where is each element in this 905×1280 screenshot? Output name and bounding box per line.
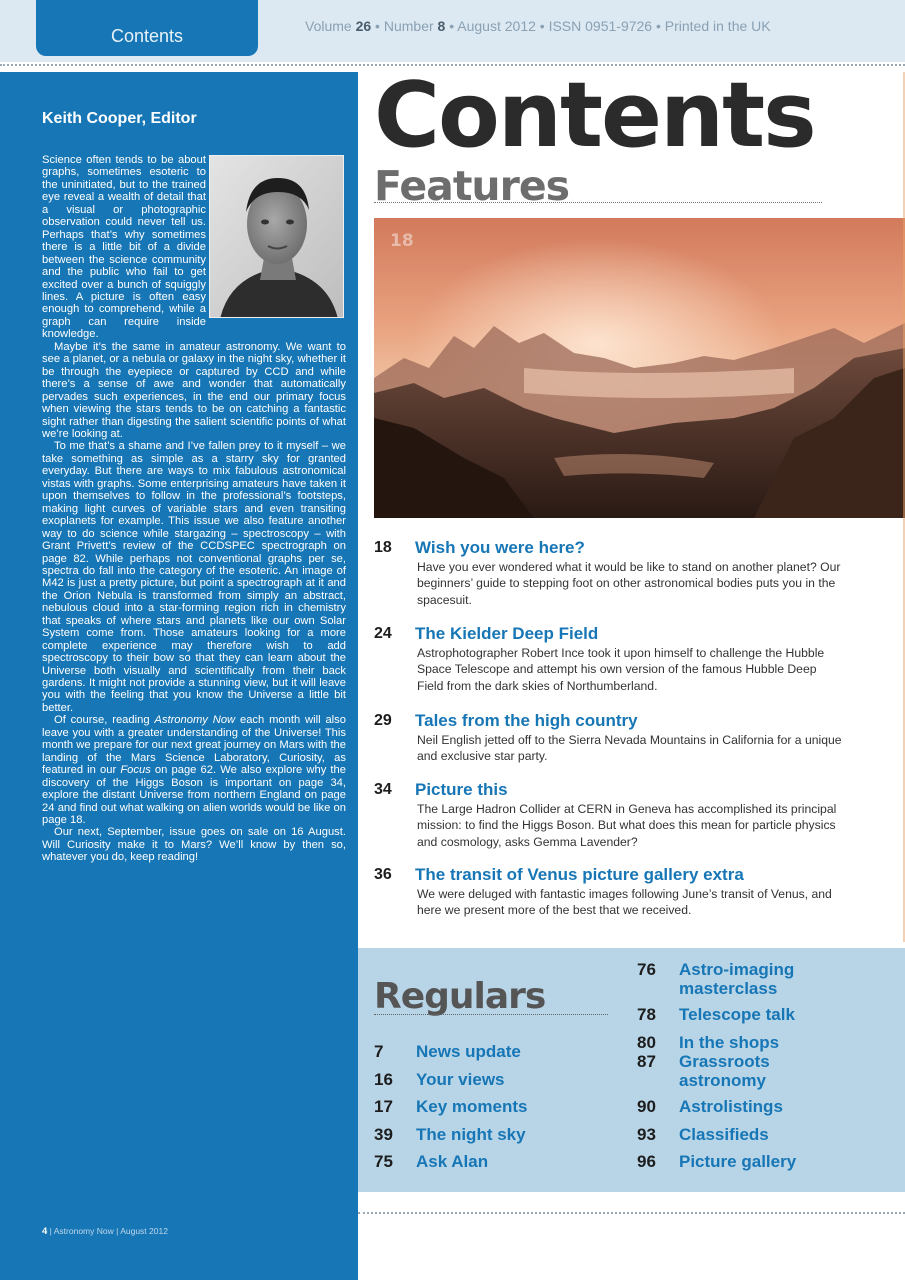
editorial-paragraph-4: Of course, reading Astronomy Now each month will also leave you with a greater understanding of the Universe! This month we prepare for our next great journey on Mars with the landing of the Mars Science Laboratory, Curiosity, as featured in our Focus on page 62. We also explore why the discovery of the Higgs Boson is important on page 34, explore the distant Universe from northern England on page 24 and find out what walking on alien worlds would be like on page 18.: [42, 714, 346, 827]
section-tab[interactable]: Contents: [36, 0, 258, 56]
editor-name: Keith Cooper, Editor: [42, 110, 197, 127]
editorial-text: [42, 154, 346, 864]
page-title: Contents: [374, 63, 815, 168]
feature-title[interactable]: Picture this: [415, 780, 508, 799]
feature-title[interactable]: Tales from the high country: [415, 711, 638, 730]
regular-item[interactable]: 7 News update: [374, 1042, 521, 1061]
feature-title[interactable]: The transit of Venus picture gallery extra: [415, 865, 744, 884]
feature-page: 29: [374, 712, 392, 729]
issue-number: 8: [437, 18, 446, 34]
regulars-heading: Regulars: [374, 976, 546, 1017]
feature-page: 34: [374, 781, 392, 798]
feature-desc: The Large Hadron Collider at CERN in Geneva has accomplished its principal mission: to find the Higgs Boson. But what does this mean for particle physics and cosmology, asks Gemma Lavender?: [417, 802, 837, 849]
feature-desc: Have you ever wondered what it would be like to stand on another planet? Our beginners’ guide to stepping foot on other astronomical bodies puts you in the spacesuit.: [417, 560, 841, 607]
hero-page-number: 18: [390, 231, 414, 251]
regular-item[interactable]: 39 The night sky: [374, 1125, 526, 1144]
features-heading: Features: [374, 162, 570, 210]
issue-info: Volume 26 • Number 8 • August 2012 • ISSN 0951-9726 • Printed in the UK: [305, 18, 771, 34]
feature-desc: Astrophotographer Robert Ince took it upon himself to challenge the Hubble Space Telescope and attempt his own version of the famous Hubble Deep Field from the dark skies of Northumberland.: [417, 646, 825, 693]
hero-image[interactable]: [374, 218, 905, 518]
feature-page: 24: [374, 625, 392, 642]
folio-number: 4: [42, 1226, 48, 1237]
page-footer: 4 | Astronomy Now | August 2012: [42, 1226, 168, 1237]
features-rule: [374, 202, 822, 203]
volume-number: 26: [355, 18, 372, 34]
regular-item[interactable]: 16 Your views: [374, 1070, 505, 1089]
feature-desc: Neil English jetted off to the Sierra Nevada Mountains in California for a unique and exclusive star party.: [417, 733, 842, 764]
editorial-paragraph-1: Science often tends to be about graphs, sometimes esoteric to the uninitiated, but to the trained eye reveal a wealth of detail that a visual or photographic observation could never tell us. Perhaps that’s why sometimes there is a little bit of a divide between the science community and the public who fail to get excited over a bunch of squiggly lines. A picture is often easy enough to comprehend, while a graph can require inside knowledge.: [42, 154, 206, 341]
regular-item[interactable]: 17 Key moments: [374, 1097, 528, 1116]
feature-page: 18: [374, 539, 392, 556]
feature-page: 36: [374, 866, 392, 883]
editorial-paragraph-3: To me that’s a shame and I’ve fallen prey to it myself – we take something as simple as a starry sky for granted everyday. But there are ways to mix fabulous astronomical vistas with graphs. Some enterprising amateurs have taken it upon themselves to follow in the professional’s footsteps, making light curves of variable stars and even transiting exoplanets for example. This issue we also feature another way to do science while stargazing – spectroscopy – with Grant Privett’s review of the CCDSPEC spectrograph on page 82. While perhaps not conventional graphs per se, spectra do fall into the category of the esoteric. An image of M42 is just a pretty picture, but point a spectrograph at it and the Orion Nebula is transformed from simply an abstract, nebulous cloud into a star-forming region rich in chemistry that speaks of where stars and planets like our own Solar System come from. Those amateurs looking for a more complete experience may therefore wish to add spectroscopy to their bow so that they can learn about the Universe both visually and scientifically from their back gardens. It might not provide a stunning view, but it will leave you with the feeling that you know the Universe a little bit better.: [42, 440, 346, 714]
regulars-rule: [374, 1014, 608, 1015]
bottom-divider: [358, 1212, 905, 1214]
feature-title[interactable]: Wish you were here?: [415, 538, 585, 557]
editorial-paragraph-2: Maybe it’s the same in amateur astronomy. We want to see a planet, or a nebula or galaxy in the night sky, whether it be through the eyepiece or captured by CCD and while there’s a sense of awe and wonder that automatically pervades such experiences, in the end our primary focus when viewing the stars tends to be on catching a fantastic sight rather than digesting the salient scientific points of what we’re looking at.: [42, 340, 346, 440]
feature-desc: We were deluged with fantastic images following June’s transit of Venus, and here we present more of the best that we received.: [417, 887, 832, 918]
regular-item[interactable]: 75 Ask Alan: [374, 1152, 489, 1171]
editorial-paragraph-5: Our next, September, issue goes on sale on 16 August. Will Curiosity make it to Mars? We’ll know by then so, whatever you do, keep reading!: [42, 826, 346, 864]
feature-title[interactable]: The Kielder Deep Field: [415, 624, 599, 643]
